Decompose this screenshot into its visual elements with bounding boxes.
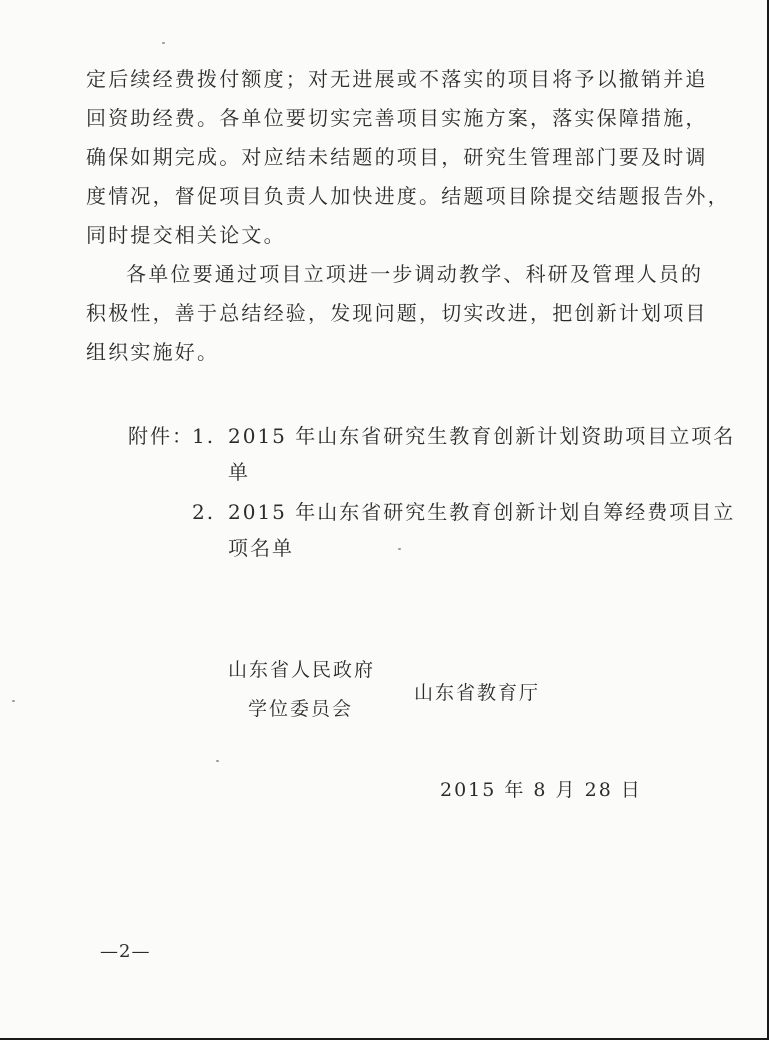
paragraph-1 [86, 60, 730, 255]
attachment-title [228, 418, 736, 490]
issuer-a-line2: 学位委员会 [248, 698, 354, 720]
paragraph-line: 确保如期完成。对应结未结题的项目，研究生管理部门要及时调 [86, 145, 708, 169]
scan-speck [12, 700, 15, 702]
paragraph-line: 各单位要通过项目立项进一步调动教学、科研及管理人员的 [126, 262, 704, 286]
attachment-title-line: 单 [228, 460, 250, 484]
paragraph-line: 同时提交相关论文。 [86, 223, 286, 247]
scan-speck [162, 42, 165, 44]
paragraph-line: 回资助经费。各单位要切实完善项目实施方案，落实保障措施， [86, 106, 708, 130]
paragraph-line: 积极性，善于总结经验，发现问题，切实改进，把创新计划项目 [86, 301, 708, 325]
scan-speck [398, 548, 401, 550]
paragraph-line: 组织实施好。 [86, 340, 220, 364]
attachment-title-line: 2015 年山东省研究生教育创新计划自筹经费项目立 [228, 500, 736, 524]
paragraph-2 [86, 255, 706, 372]
issue-date: 2015 年 8 月 28 日 [440, 779, 642, 801]
attachment-title-line: 项名单 [228, 536, 294, 560]
attachment-item [128, 418, 736, 490]
attachment-list [128, 418, 736, 566]
attachment-label: 附件： [128, 424, 194, 448]
attachment-number: 2. [192, 500, 216, 524]
paragraph-line: 定后续经费拨付额度；对无进展或不落实的项目将予以撤销并追 [86, 67, 708, 91]
attachment-title [228, 494, 736, 566]
attachment-title-line: 2015 年山东省研究生教育创新计划资助项目立项名 [228, 424, 736, 448]
paragraph-line: 度情况，督促项目负责人加快进度。结题项目除提交结题报告外， [86, 184, 730, 208]
attachment-number: 1. [192, 424, 216, 448]
issuer-a-line1: 山东省人民政府 [228, 659, 376, 681]
issuer-b: 山东省教育厅 [414, 682, 541, 704]
page-number: —2— [100, 941, 151, 962]
scan-speck [216, 760, 219, 762]
attachment-item [128, 494, 736, 566]
